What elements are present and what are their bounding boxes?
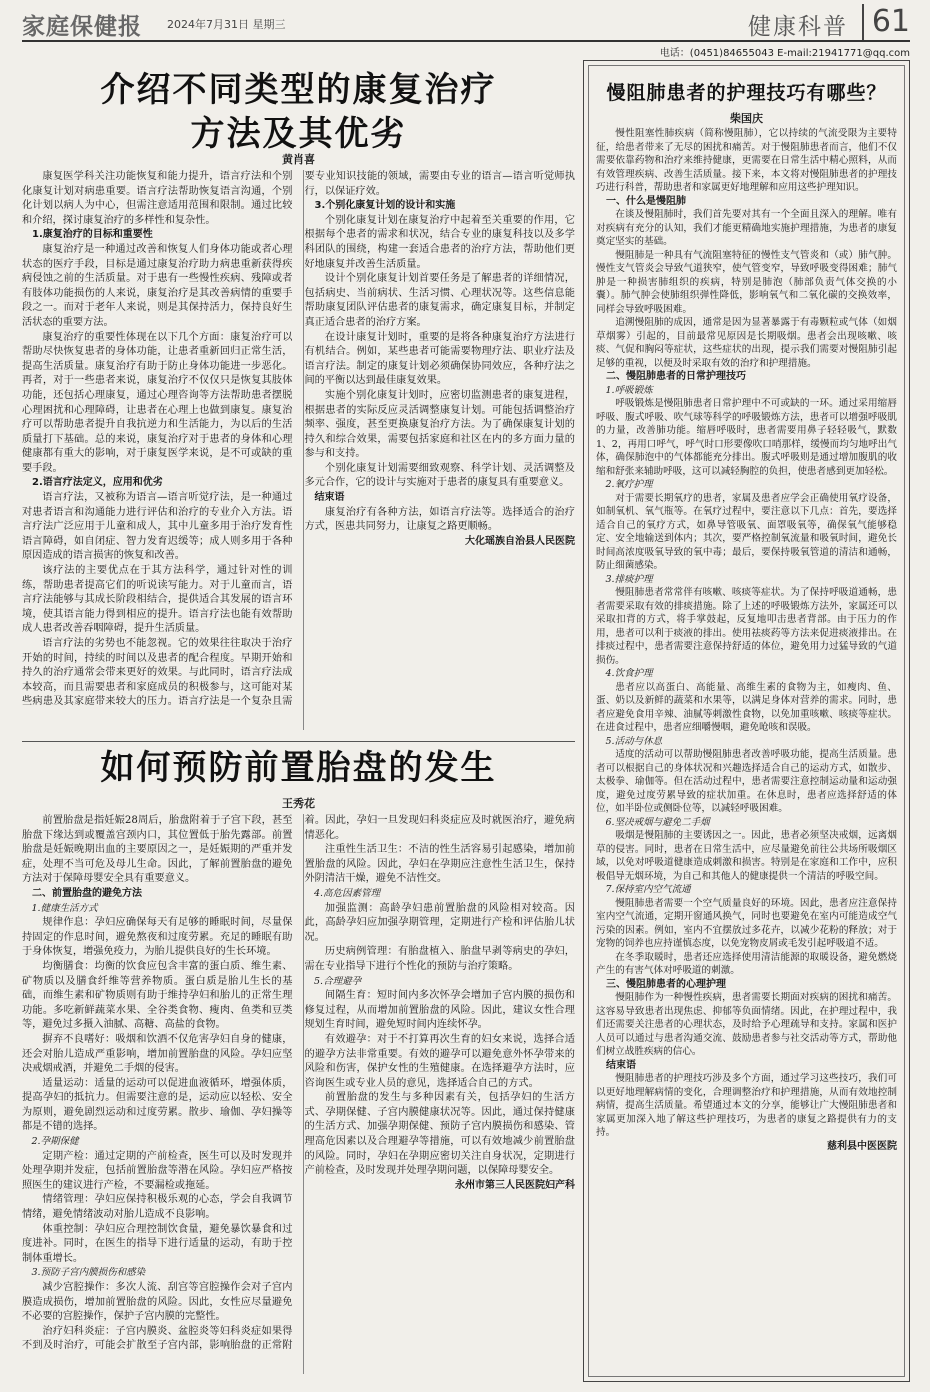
article2-paragraph: 均衡膳食：均衡的饮食应包含丰富的蛋白质、维生素、矿物质以及膳食纤维等营养物质。蛋白质是胎儿生长的基础，而维生素和矿物质则有助于维持孕妇和胎儿的正常生理功能。多吃新鲜蔬菜水果、全谷类食物、瘦肉、鱼类和豆类等，避免过多摄入油腻、高糖、高盐的食物。 [22,960,293,1031]
page-header [22,6,910,42]
article2-author-affiliation: 永州市第三人民医院妇产科 [455,1179,575,1191]
article1-paragraph: 设计个别化康复计划首要任务是了解患者的详细情况，包括病史、当前病状、生活习惯、心理状况等。这些信息能帮助康复团队评估患者的康复需求，确定康复目标，并制定真正适合患者的治疗方案。 [304,273,575,328]
article1-paragraph: 在设计康复计划时，重要的是将各种康复治疗方法进行有机结合。例如，某些患者可能需要物理疗法、职业疗法及语言疗法。制定的康复计划必须确保协同效应，各种疗法之间的平衡以达到最佳康复效果。 [304,331,575,387]
article2-paragraph: 间隔生育：短时间内多次怀孕会增加子宫内膜的损伤和修复过程，从而增加前置胎盘的风险。因此，建议女性合理规划生育时间，避免短时间内连续怀孕。 [304,990,575,1031]
article2-subsection-heading: 4.高危因素管理 [314,887,381,899]
article1-paragraph: 该疗法的主要优点在于其方法科学，通过针对性的训练，帮助患者提高它们的听说读写能力。对于儿童而言，语言疗法能够与其成长阶段相结合，提供适合其发展的语言环境，使其语言能力得到相应的提升。语言疗法也能有效帮助成人患者改善吞咽障碍，提升生活质量。 [22,565,293,635]
article2-title: 如何预防前置胎盘的发生 [100,748,497,788]
article1-paragraph: 康复治疗的重要性体现在以下几个方面：康复治疗可以帮助尽快恢复患者的身体功能，让患者重新回归正常生活，提高生活质量。康复治疗有助于防止身体功能进一步恶化。再者，对于一些患者来说，康复治疗不仅仅只是恢复其肢体功能，还包括心理康复，通过心理咨询等方法帮助患者摆脱心理困扰和心理障碍，让患者在心理上也做到康复。康复治疗可以帮助患者提升自我抗逆力和生活能力，为以后的生活质量打下基础。总的来说，康复治疗对于患者的身体和心理健康都有重大的影响，对于康复医学来说，是不可或缺的重要手段。 [22,331,293,474]
article2-paragraph: 摒弃不良嗜好：吸烟和饮酒不仅危害孕妇自身的健康，还会对胎儿造成严重影响，增加前置胎盘的风险。孕妇应坚决戒烟戒酒，并避免二手烟的侵害。 [22,1033,293,1075]
article1-paragraph: 康复治疗是一种通过改善和恢复人们身体功能或者心理状态的医疗手段，目标是通过康复治疗助力病患重新获得疾病侵蚀之前的生活质量。对于患有一些慢性疾病、残障或者有肢体功能损伤的人来说，康复治疗是其改善病情的重要手段之一。而对于老年人来说，则是其保持活力，保持良好生活状态的重要方法。 [22,243,293,328]
article3-paragraph: 吸烟是慢阻肺的主要诱因之一。因此，患者必须坚决戒烟，远离烟草的侵害。同时，患者在日常生活中，应尽量避免前往公共场所吸烟区域，以免对呼吸道健康造成刺激和损害。特别是在家庭和工作中，应积极倡导无烟环境，为自己和其他人的健康提供一个清洁的呼吸空间。 [596,830,897,882]
article3-paragraph: 在冬季取暖时，患者还应选择使用清洁能源的取暖设备，避免燃烧产生的有害气体对呼吸道的刺激。 [596,951,897,976]
article2-paragraph: 注重性生活卫生：不洁的性生活容易引起感染，增加前置胎盘的风险。因此，孕妇在孕期应注意性生活卫生，保持外阴清洁干燥，避免不洁性交。 [304,844,575,885]
article2-subsection-heading: 2.孕期保健 [31,1136,79,1148]
article2-section-heading: 二、前置胎盘的避免方法 [32,887,142,899]
article3-paragraph: 追溯慢阻肺的成因，通常是因为显著暴露于有毒颗粒或气体（如烟草烟雾）引起的，目前最常见原因是长期吸烟。患者会出现咳嗽、咳痰、气促和胸闷等症状，这些症状的出现，提示我们需要对慢阻肺引起足够的重视，以便及时采取有效的治疗和护理措施。 [596,317,897,369]
article3-subsection-heading: 7.保持室内空气流通 [605,884,691,895]
article3-author: 柴国庆 [730,112,763,125]
article1-title [22,68,575,156]
article2-paragraph: 前置胎盘的发生与多种因素有关，包括孕妇的生活方式、孕期保健、子宫内膜健康状况等。因此，通过保持健康的生活方式、加强孕期保健、预防子宫内膜损伤和感染、管理高危因素以及合理避孕等措施，可以有效地减少前置胎盘的风险。同时，孕妇在孕期应密切关注自身状况，定期进行产前检查，及时发现并处理孕期问题，以保障母婴安全。 [304,1092,575,1177]
article2-subsection-heading: 3.预防子宫内膜损伤和感染 [31,1267,146,1279]
article1-section-heading: 1.康复治疗的目标和重要性 [32,229,153,241]
article3-paragraph: 慢阻肺是一种具有气流阻塞特征的慢性支气管炎和（或）肺气肿。慢性支气管炎会导致气道狭窄，使气管变窄，导致呼吸变得困难；肺气肿是一种损害肺组织的疾病，特别是肺泡（肺部负责气体交换的小囊）。肺气肿会使肺组织弹性降低，影响氧气和二氧化碳的交换效率，同样会导致呼吸困难。 [596,249,897,315]
article3-subsection-heading: 5.活动与休息 [605,735,663,747]
article1-body [22,170,575,735]
article2-subsection-heading: 1.健康生活方式 [31,902,98,914]
article1-paragraph: 语言疗法的劣势也不能忽视。它的效果往往取决于治疗开始的时间，持续的时间以及患者的配合程度。早期开始和持久的治疗通常会带来更好的效果。与此同时，语言疗法成本较高，而且需要患者和家庭成员的积极参与，这可能对某些病患及其家庭带来较大的压力。语言疗法是一个复杂且需要专业知识技能的领域，需要由专业的语言—语言听觉师执行，以保证疗效。 [22,171,575,708]
article3-section-heading: 三、慢阻肺患者的心理护理 [606,978,726,990]
article1-section-heading: 结束语 [314,492,345,504]
article3-subsection-heading: 1.呼吸锻炼 [605,384,653,396]
article1-paragraph: 实施个别化康复计划时，应密切监测患者的康复进程，根据患者的实际反应灵活调整康复计划。可能包括调整治疗频率、强度，甚至更换康复治疗方法。为了确保康复计划的持久和综合效果，需要包括家庭和社区在内的多方面力量的参与和支持。 [304,389,575,460]
article1-title-line1: 介绍不同类型的康复治疗 [100,70,497,110]
contact-line: 电话：(0451)84655043 E-mail:21941771@qq.com [659,48,910,59]
article2-body [22,814,575,1377]
article1-section-heading: 2.语言疗法定义，应用和优劣 [32,477,163,489]
article2-paragraph: 前置胎盘是指妊娠28周后，胎盘附着于子宫下段，甚至胎盘下缘达到或覆盖宫颈内口，其位置低于胎先露部。前置胎盘是妊娠晚期出血的主要原因之一，是妊娠期的严重并发症，处理不当可危及母儿生命。因此，了解前置胎盘的避免方法对于保障母婴安全具有重要意义。 [22,815,293,885]
article2-paragraph: 减少宫腔操作：多次人流、刮宫等宫腔操作会对子宫内膜造成损伤，增加前置胎盘的风险。因此，女性应尽量避免不必要的宫腔操作，保护子宫内膜的完整性。 [22,1282,293,1323]
article-divider [22,741,575,742]
article1-author: 黄肖喜 [282,153,315,166]
article1-paragraph: 康复治疗有各种方法，如语言疗法等。选择适合的治疗方式，医患共同努力，让康复之路更顺畅。 [304,506,575,533]
section-title: 健康科普 [748,14,848,40]
article3-paragraph: 慢阻肺患者需要一个空气质量良好的环境。因此，患者应注意保持室内空气流通，定期开窗通风换气，同时也要避免在室内可能造成空气污染的因素。例如，室内不宜摆放过多花卉，以减少花粉的释放；对于宠物的饲养也应持谨慎态度，以免宠物皮屑或毛发引起呼吸道不适。 [596,897,897,949]
masthead: 家庭保健报 [22,14,142,40]
article1-paragraph: 语言疗法，又被称为语言—语言听觉疗法，是一种通过对患者语言和沟通能力进行评估和治疗的专业介入方法。语言疗法广泛应用于儿童和成人，其中儿童多用于治疗发育性语言障碍，如自闭症、智力发育迟缓等；成人则多用于各种原因造成的语言损害的恢复和改善。 [22,492,293,562]
article2-author: 王秀花 [282,797,315,810]
issue-date: 2024年7月31日 星期三 [167,18,286,31]
article3-paragraph: 对于需要长期氧疗的患者，家属及患者应学会正确使用氧疗设备，如制氧机、氧气瓶等。在氧疗过程中，要注意以下几点：首先，要选择适合自己的氧疗方式，如鼻导管吸氧、面罩吸氧等，确保氧气能够稳定、安全地输送到体内；其次，要严格控制氧流量和吸氧时间，避免长时间高浓度吸氧导致的氧中毒；最后，要保持吸氧管道的清洁和通畅，防止细菌感染。 [596,492,897,571]
article1-author-affiliation: 大化瑶族自治县人民医院 [465,535,575,547]
article3-subsection-heading: 3.排痰护理 [605,573,653,585]
article3-paragraph: 慢性阻塞性肺疾病（简称慢阻肺），它以持续的气流受限为主要特征，给患者带来了无尽的困扰和痛苦。对于慢阻肺患者而言，他们不仅需要依靠药物和治疗来维持健康，更需要在日常生活中精心照料，从而有效管理疾病、改善生活质量。接下来，本文将对慢阻肺患者的护理技巧进行科普，帮助患者和家属更好地理解和应用这些护理知识。 [596,128,897,193]
article2-paragraph: 体重控制：孕妇应合理控制饮食量，避免暴饮暴食和过度进补。同时，在医生的指导下进行适量的运动，有助于控制体重增长。 [22,1223,293,1264]
article3-subsection-heading: 6.坚决戒烟与避免二手烟 [605,816,710,828]
article3-paragraph: 慢阻肺患者常常伴有咳嗽、咳痰等症状。为了保持呼吸道通畅，患者需要采取有效的排痰措施。除了上述的呼吸锻炼方法外，家属还可以采取扣背的方式，将手掌鼓起，反复地叩击患者背部。由于压力的作用，患者可以利于痰液的排出。使用祛痰药等方法来促进痰液排出。在排痰过程中，患者需要注意保持舒适的体位，避免用力过猛导致的气道损伤。 [596,587,897,666]
article2-subsection-heading: 5.合理避孕 [314,975,362,987]
article1-section-heading: 3.个别化康复计划的设计和实施 [314,200,456,212]
article2-paragraph: 情绪管理：孕妇应保持积极乐观的心态，学会自我调节情绪，避免情绪波动对胎儿造成不良影响。 [22,1194,293,1221]
article2-paragraph: 有效避孕：对于不打算再次生育的妇女来说，选择合适的避孕方法非常重要。有效的避孕可以避免意外怀孕带来的风险和伤害，保护女性的生殖健康。在选择避孕方法时，应咨询医生或专业人员的意见，选择适合自己的方式。 [304,1033,575,1089]
article3-paragraph: 慢阻肺患者的护理技巧涉及多个方面，通过学习这些技巧，我们可以更好地理解病情的变化，合理调整治疗和护理措施，从而有效地控制病情，提高生活质量。希望通过本文的分享，能够让广大慢阻肺患者和家属更加深入地了解这些护理技巧，为患者的康复之路提供有力的支持。 [596,1073,897,1138]
article3-section-heading: 一、什么是慢阻肺 [606,195,686,207]
article3-author-affiliation: 慈利县中医医院 [827,1140,897,1152]
page-number: 61 [862,4,910,40]
article3-paragraph: 适度的活动可以帮助慢阻肺患者改善呼吸功能，提高生活质量。患者可以根据自己的身体状况和兴趣选择适合自己的运动方式，如散步、太极拳、瑜伽等。但在活动过程中，患者需要注意控制运动量和运动强度，避免过度劳累导致的症状加重。在休息时，患者应选择舒适的体位，如半卧位或侧卧位等，以减轻呼吸困难。 [596,749,897,814]
article3-section-heading: 结束语 [606,1059,636,1071]
article1-paragraph: 康复医学科关注功能恢复和能力提升，语言疗法和个别化康复计划对病患重要。语言疗法帮助恢复语言沟通，个别化计划以病人为中心，但需注意适用范围和限制。通过比较和介绍，探讨康复治疗的多样性和复杂性。 [22,171,293,226]
article2-paragraph: 历史病例管理：有胎盘植入、胎盘早剥等病史的孕妇，需在专业指导下进行个性化的预防与治疗策略。 [304,946,575,972]
article2-paragraph: 适量运动：适量的运动可以促进血液循环，增强体质，提高孕妇的抵抗力。但需要注意的是，运动应以轻松、安全为原则，避免剧烈运动和过度劳累。散步、瑜伽、孕妇操等都是不错的选择。 [22,1077,293,1133]
article3-subsection-heading: 4.饮食护理 [605,668,653,679]
article1-title-line2: 方法及其优劣 [190,114,407,154]
article3-subsection-heading: 2.氧疗护理 [605,479,653,490]
article3-body [596,127,897,1372]
article3-paragraph: 呼吸锻炼是慢阻肺患者日常护理中不可或缺的一环。通过采用缩唇呼吸、腹式呼吸、吹气球等科学的呼吸锻炼方法，患者可以增强呼吸肌的力量，改善肺功能。缩唇呼吸时，患者需要用鼻子轻轻吸气，默数1、2，再用口呼气，呼气时口形要像吹口哨那样，缓慢而均匀地呼出气体，确保肺泡中的气体都能充分排出。腹式呼吸则是通过增加腹肌的收缩和舒张来辅助呼吸，这可以减轻胸腔的负担，使患者感到更加轻松。 [596,398,897,477]
article3-paragraph: 慢阻肺作为一种慢性疾病，患者需要长期面对疾病的困扰和痛苦。这容易导致患者出现焦虑、抑郁等负面情绪。因此，在护理过程中，我们还需要关注患者的心理状态，及时给予心理疏导和支持。家属和医护人员可以通过与患者沟通交流、鼓励患者参与社交活动等方式，帮助他们树立战胜疾病的信心。 [596,992,897,1057]
article2-paragraph: 规律作息：孕妇应确保每天有足够的睡眠时间，尽量保持固定的作息时间，避免熬夜和过度劳累。充足的睡眠有助于身体恢复，增强免疫力，为胎儿提供良好的生长环境。 [22,917,293,958]
article3-paragraph: 在谈及慢阻肺时，我们首先要对其有一个全面且深入的理解。唯有对疾病有充分的认知，我们才能更精确地实施护理措施，为患者的康复奠定坚实的基础。 [596,209,897,247]
article1-paragraph: 个别化康复计划在康复治疗中起着至关重要的作用，它根据每个患者的需求和状况，结合专业的康复科技以及多学科团队的围绕，构建一套适合患者的治疗方法，帮助他们更好地康复并改善生活质量。 [304,214,575,270]
article2-paragraph: 治疗妇科炎症：子宫内膜炎、盆腔炎等妇科炎症如果得不到及时治疗，可能会扩散至子宫内部，影响胎盘的正常附着。因此，孕妇一旦发现妇科炎症应及时就医治疗，避免病情恶化。 [22,815,575,1352]
article2-paragraph: 加强监测：高龄孕妇患前置胎盘的风险相对较高。因此，高龄孕妇应加强孕期管理，定期进行产检和评估胎儿状况。 [304,902,575,943]
article3-section-heading: 二、慢阻肺患者的日常护理技巧 [606,371,746,382]
article3-paragraph: 患者应以高蛋白、高能量、高维生素的食物为主，如瘦肉、鱼、蛋、奶以及新鲜的蔬菜和水果等，以满足身体对营养的需求。同时，患者应避免食用辛辣、油腻等刺激性食物，以免加重咳嗽、咳痰等症状。在进食过程中，患者应细嚼慢咽，避免呛咳和误吸。 [596,681,897,733]
article2-paragraph: 定期产检：通过定期的产前检查，医生可以及时发现并处理孕期并发症，包括前置胎盘等潜在风险。孕妇应严格按照医生的建议进行产检，不要漏检或拖延。 [22,1150,293,1191]
article1-paragraph: 个别化康复计划需要细致观察、科学计划、灵活调整及多元合作，它的设计与实施对于患者的康复具有重要意义。 [304,462,575,489]
article3-title: 慢阻肺患者的护理技巧有哪些？ [606,82,887,104]
